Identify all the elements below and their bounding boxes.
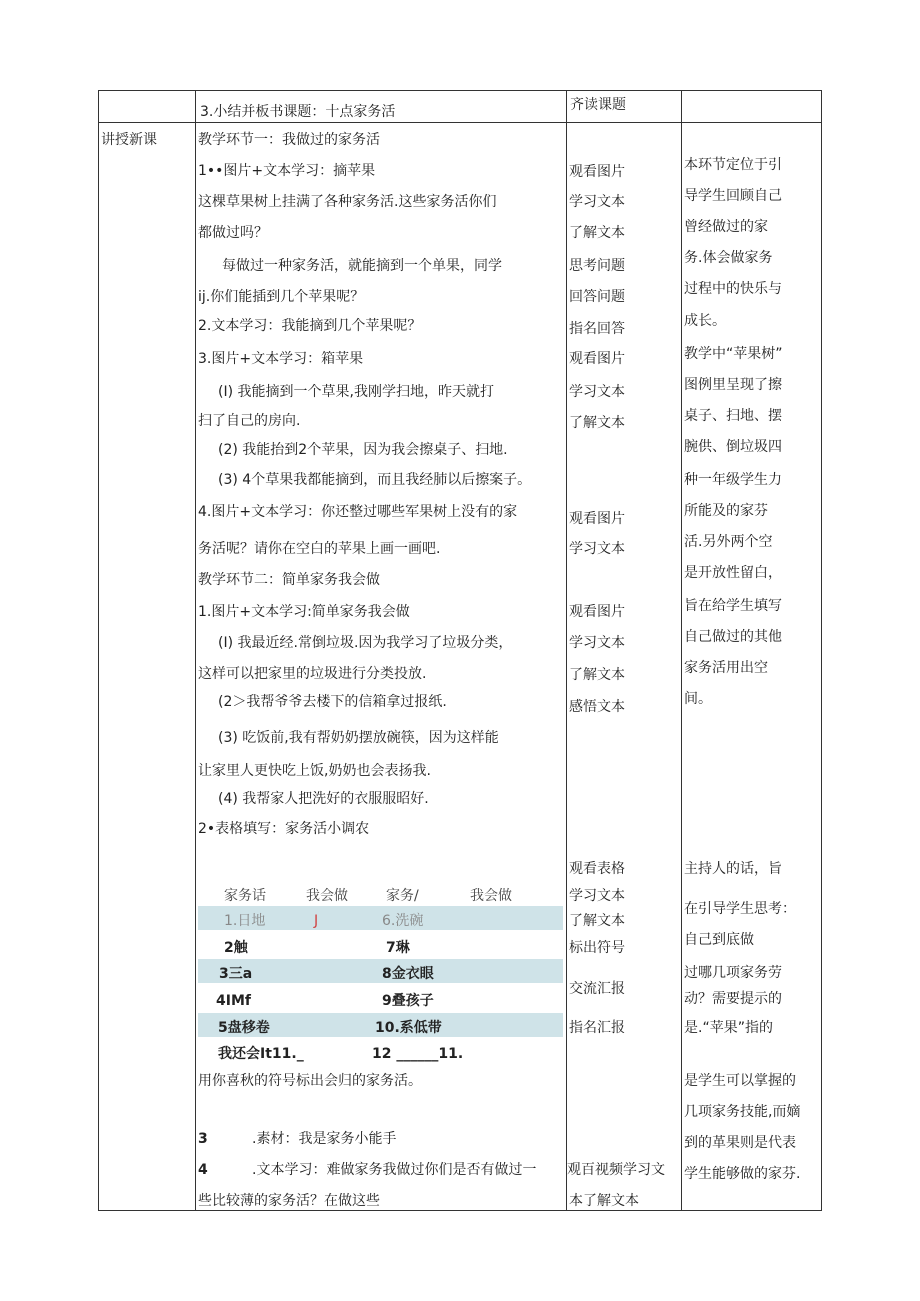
content-line: 我还会It11._ [218, 1046, 304, 1062]
intent-line: 图例里呈现了擦 [684, 377, 782, 393]
content-line: 都做过吗？ [198, 225, 268, 241]
chore-header: 家务/ [386, 888, 419, 904]
intent-line: 活.另外两个空 [684, 534, 773, 550]
content-line: 3.图片+文本学习：箱苹果 [198, 351, 364, 367]
content-line: 每做过一种家务活，就能摘到一个单果，同学 [222, 258, 502, 274]
activity-line: 观看图片 [569, 351, 625, 367]
activity-line: 观看图片 [569, 604, 625, 620]
activity-line: 观看图片 [569, 164, 625, 180]
chore-item: 4IMf [216, 993, 251, 1009]
check-mark: J [314, 913, 319, 929]
activity-line: 观看表格 [569, 861, 625, 877]
content-line: (3) 吃饭前,我有帮奶奶摆放碗筷，因为这样能 [218, 730, 499, 746]
content-line: 教学环节一：我做过的家务活 [198, 132, 380, 148]
activity-line: 学习文本 [569, 384, 625, 400]
activity-line: 了解文本 [569, 667, 625, 683]
activity-line: 学习文本 [569, 635, 625, 651]
chore-item: 10.系低带 [375, 1020, 442, 1036]
table-border-left [98, 90, 99, 1211]
content-line: 务活呢？请你在空白的苹果上画一画吧. [198, 541, 441, 557]
content-line: 3 [198, 1131, 208, 1147]
content-line: 2•表格填写：家务活小调农 [198, 821, 370, 837]
table-border-bottom [98, 1210, 822, 1211]
table-border-top [98, 90, 822, 91]
table-row-divider [98, 122, 822, 123]
activity-line: 指名汇报 [569, 1020, 625, 1036]
intent-line: 主持人的话，旨 [684, 861, 782, 877]
chore-item: 2触 [224, 940, 248, 956]
intent-line: 教学中“苹果树” [684, 346, 783, 362]
content-line: 让家里人更快吃上饭,奶奶也会表扬我. [198, 763, 431, 779]
content-line: ij.你们能插到几个苹果呢？ [198, 289, 365, 305]
table-border-right [821, 90, 822, 1211]
activity-line: 感悟文本 [569, 699, 625, 715]
content-line: (3) 4个草果我都能摘到，而且我经肺以后擦案子。 [218, 472, 532, 488]
intent-line: 腕供、倒垃圾四 [684, 439, 782, 455]
activity-line: 交流汇报 [569, 981, 625, 997]
activity-line: 了解文本 [569, 913, 625, 929]
chore-item: 3三a [219, 966, 253, 982]
intent-line: 学生能够做的家芬. [684, 1166, 801, 1182]
intent-line: 是开放性留白， [684, 565, 782, 581]
content-line: 这样可以把家里的垃圾进行分类投放. [198, 666, 427, 682]
intent-line: 旨在给学生填写 [684, 598, 782, 614]
intent-line: 是学生可以掌握的 [684, 1073, 796, 1089]
activity-line: 观看图片 [569, 511, 625, 527]
activity-line: 思考问题 [569, 258, 625, 274]
table-row-shade [198, 959, 563, 983]
activity-line: 学习文本 [569, 541, 625, 557]
intent-line: 务.体会做家务 [684, 250, 773, 266]
activity-line: 学习文本 [569, 888, 625, 904]
activity-line: 了解文本 [569, 225, 625, 241]
chore-item: 9叠孩子 [382, 993, 434, 1009]
table-border-col3 [681, 90, 682, 1211]
intent-line: 到的革果则是代表 [684, 1135, 796, 1151]
content-line: 些比较薄的家务活？在做这些 [198, 1193, 380, 1209]
chore-item: 7琳 [386, 940, 410, 956]
chore-item: 8金衣眼 [382, 966, 434, 982]
content-line: 2.文本学习：我能摘到几个苹果呢？ [198, 318, 422, 334]
intent-line: 动？需要提示的 [684, 991, 782, 1007]
activity-line: 回答问题 [569, 289, 625, 305]
activity-line: 观百视频学习文 [567, 1162, 665, 1178]
stage-label: 讲授新课 [101, 132, 157, 148]
activity-line: 标出符号 [569, 940, 625, 956]
content-line: .文本学习：难做家务我做过你们是否有做过一 [252, 1162, 537, 1178]
content-line: .素材：我是家务小能手 [252, 1131, 397, 1147]
activity-line: 指名回答 [569, 321, 625, 337]
intent-line: 过程中的快乐与 [684, 281, 782, 297]
summary-activity: 齐读课题 [570, 97, 626, 113]
content-line: 这棵草果树上挂满了各种家务活.这些家务活你们 [198, 194, 497, 210]
intent-line: 家务活用出空 [684, 660, 768, 676]
intent-line: 是.“苹果”指的 [684, 1020, 773, 1036]
content-line: (I) 我能摘到一个草果,我刚学扫地，昨天就打 [218, 384, 494, 400]
intent-line: 所能及的家芬 [684, 503, 768, 519]
intent-line: 本环节定位于引 [684, 157, 782, 173]
content-line: 扫了自己的房向. [198, 413, 301, 429]
activity-line: 了解文本 [569, 415, 625, 431]
content-line: 12 ______11. [372, 1046, 464, 1062]
summary-content: 3.小结并板书课题：十点家务活 [200, 104, 396, 120]
intent-line: 几项家务技能,而嫡 [684, 1104, 801, 1120]
content-line: 用你喜秋的符号标出会归的家务活。 [198, 1073, 422, 1089]
chore-item: 5盘移卷 [218, 1020, 270, 1036]
table-border-col2 [566, 90, 567, 1211]
content-line: 1.图片+文本学习:简单家务我会做 [198, 604, 410, 620]
intent-line: 成长。 [684, 313, 726, 329]
chore-header: 家务话 [224, 888, 266, 904]
content-line: (2＞我帮爷爷去楼下的信箱拿过报纸. [218, 694, 447, 710]
content-line: 教学环节二：简单家务我会做 [198, 572, 380, 588]
intent-line: 自己做过的其他 [684, 629, 782, 645]
intent-line: 自己到底做 [684, 932, 754, 948]
intent-line: 过哪几项家务劳 [684, 965, 782, 981]
intent-line: 种一年级学生力 [684, 472, 782, 488]
content-line: (2) 我能抬到2个苹果，因为我会擦桌子、扫地. [218, 442, 508, 458]
content-line: (4) 我帮家人把洗好的衣服服昭好. [218, 791, 429, 807]
intent-line: 间。 [684, 691, 712, 707]
table-border-col1 [195, 90, 196, 1211]
chore-item: 6.洗碗 [382, 913, 424, 929]
content-line: 1••图片+文本学习：摘苹果 [198, 163, 376, 179]
can-do-header: 我会做 [470, 888, 512, 904]
can-do-header: 我会做 [306, 888, 348, 904]
activity-line: 学习文本 [569, 194, 625, 210]
chore-item: 1.日地 [224, 913, 266, 929]
activity-line: 本了解文本 [569, 1193, 639, 1209]
intent-line: 曾经做过的家 [684, 219, 768, 235]
intent-line: 桌子、扫地、摆 [684, 408, 782, 424]
content-line: (I) 我最近经.常倒垃圾.因为我学习了垃圾分类， [218, 635, 513, 651]
content-line: 4 [198, 1162, 208, 1178]
intent-line: 导学生回顾自己 [684, 188, 782, 204]
intent-line: 在引导学生思考： [684, 901, 796, 917]
content-line: 4.图片+文本学习：你还整过哪些军果树上没有的家 [198, 504, 518, 520]
